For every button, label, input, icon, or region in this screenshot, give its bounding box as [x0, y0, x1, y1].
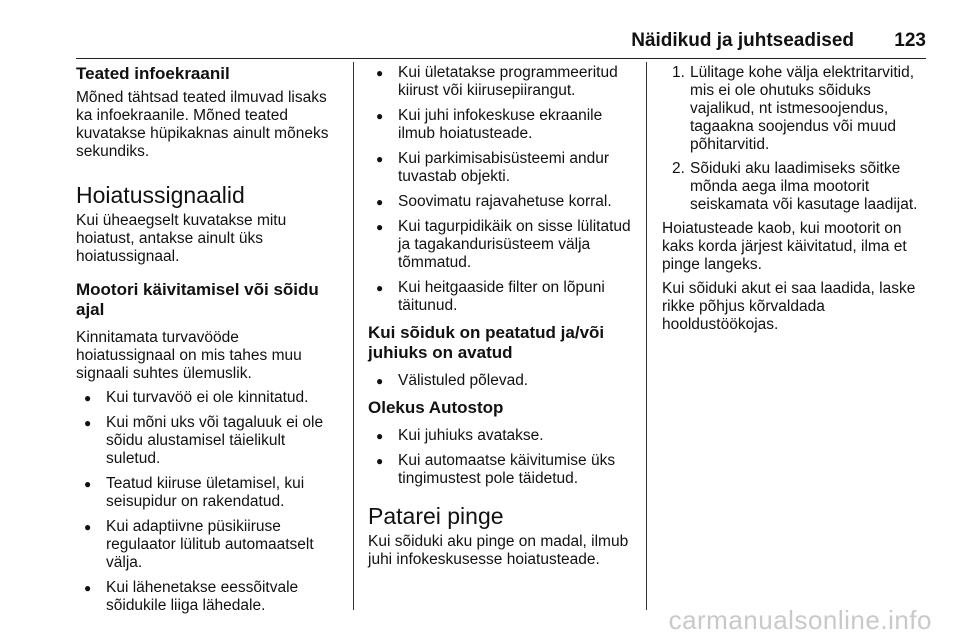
step-number: 2.: [672, 160, 685, 177]
list-item: ● Kui adaptiivne püsikiiruse regulaator lülitub automaatselt välja.: [76, 518, 342, 572]
step-number: 1.: [672, 64, 685, 81]
heading-engine-start: Mootori käivitamisel või sõidu ajal: [76, 280, 319, 319]
list-item: ● Kui ületatakse programmeeritud kiirust või kiirusepiirangut.: [368, 64, 638, 100]
paragraph-warning-clears: Hoiatusteade kaob, kui mootorit on kaks korda järjest käivitatud, ilma et pinge langeks.: [662, 220, 907, 273]
bullet-list-parked: [368, 372, 638, 390]
column-3: [662, 64, 928, 340]
page-number: 123: [894, 30, 926, 51]
list-item: ● Teatud kiiruse ületamisel, kui seisupidur on rakendatud.: [76, 475, 342, 511]
paragraph-engine-start: Kinnitamata turvavööde hoiatussignaal on mis tahes muu signaali suhtes ülemuslik.: [76, 329, 302, 382]
step-text: Lülitage kohe välja elektritarvitid, mis ei ole ohutuks sõiduks vajalikud, nt istmesoojendus, tagaakna soojendus või muud põhitarvitid.: [690, 64, 915, 153]
column-1: [76, 64, 342, 623]
list-item: ● Kui lähenetakse eessõitvale sõidukile liiga lähedale.: [76, 579, 342, 615]
list-item: ● Kui parkimisabisüsteemi andur tuvastab objekti.: [368, 150, 638, 186]
header-title: Näidikud ja juhtseadised: [631, 30, 854, 51]
list-item: ● Kui juhi infokeskuse ekraanile ilmub hoiatusteade.: [368, 107, 638, 143]
bullet-list-autostop: [368, 427, 638, 488]
page-header: [76, 30, 926, 59]
list-item: ● Kui mõni uks või tagaluuk ei ole sõidu alustamisel täielikult suletud.: [76, 414, 342, 468]
paragraph-workshop: Kui sõiduki akut ei saa laadida, laske rikke põhjus kõrvaldada hooldustöökojas.: [662, 280, 916, 333]
heading-autostop: Olekus Autostop: [368, 398, 504, 417]
list-item: ● Kui automaatse käivitumise üks tingimustest pole täidetud.: [368, 452, 638, 488]
heading-warning-signals: Hoiatussignaalid: [76, 182, 245, 208]
list-item: ● Kui heitgaaside filter on lõpuni täitunud.: [368, 279, 638, 315]
bullet-list-continued: [368, 64, 638, 315]
list-item: ● Välistuled põlevad.: [368, 372, 638, 390]
list-item: [662, 160, 928, 214]
heading-battery-voltage: Patarei pinge: [368, 503, 504, 529]
column-divider: [646, 62, 647, 610]
list-item: ● Kui juhiuks avatakse.: [368, 427, 638, 445]
heading-info-display: Teated infoekraanil: [76, 64, 230, 83]
numbered-list-battery: [662, 64, 928, 214]
paragraph-battery-voltage: Kui sõiduki aku pinge on madal, ilmub juhi infokeskusesse hoiatusteade.: [368, 533, 629, 568]
list-item: ● Kui turvavöö ei ole kinnitatud.: [76, 389, 342, 407]
heading-vehicle-parked: Kui sõiduk on peatatud ja/või juhiuks on avatud: [368, 323, 605, 362]
list-item: ● Kui tagurpidikäik on sisse lülitatud ja tagakandurisüsteem välja tõmmatud.: [368, 218, 638, 272]
list-item: ● Soovimatu rajavahetuse korral.: [368, 193, 638, 211]
watermark: carmanualsonline.info: [668, 605, 932, 635]
list-item: [662, 64, 928, 154]
step-text: Sõiduki aku laadimiseks sõitke mõnda aega ilma mootorit seiskamata või kasutage laadijat.: [690, 160, 918, 213]
paragraph-info-display: Mõned tähtsad teated ilmuvad lisaks ka infoekraanile. Mõned teated kuvatakse hüpikaknas ainult mõneks sekundiks.: [76, 89, 329, 160]
column-divider: [353, 62, 354, 610]
column-2: [368, 64, 638, 575]
bullet-list-engine: [76, 389, 342, 615]
paragraph-warning-signals: Kui üheaegselt kuvatakse mitu hoiatust, antakse ainult üks hoiatussignaal.: [76, 212, 287, 265]
